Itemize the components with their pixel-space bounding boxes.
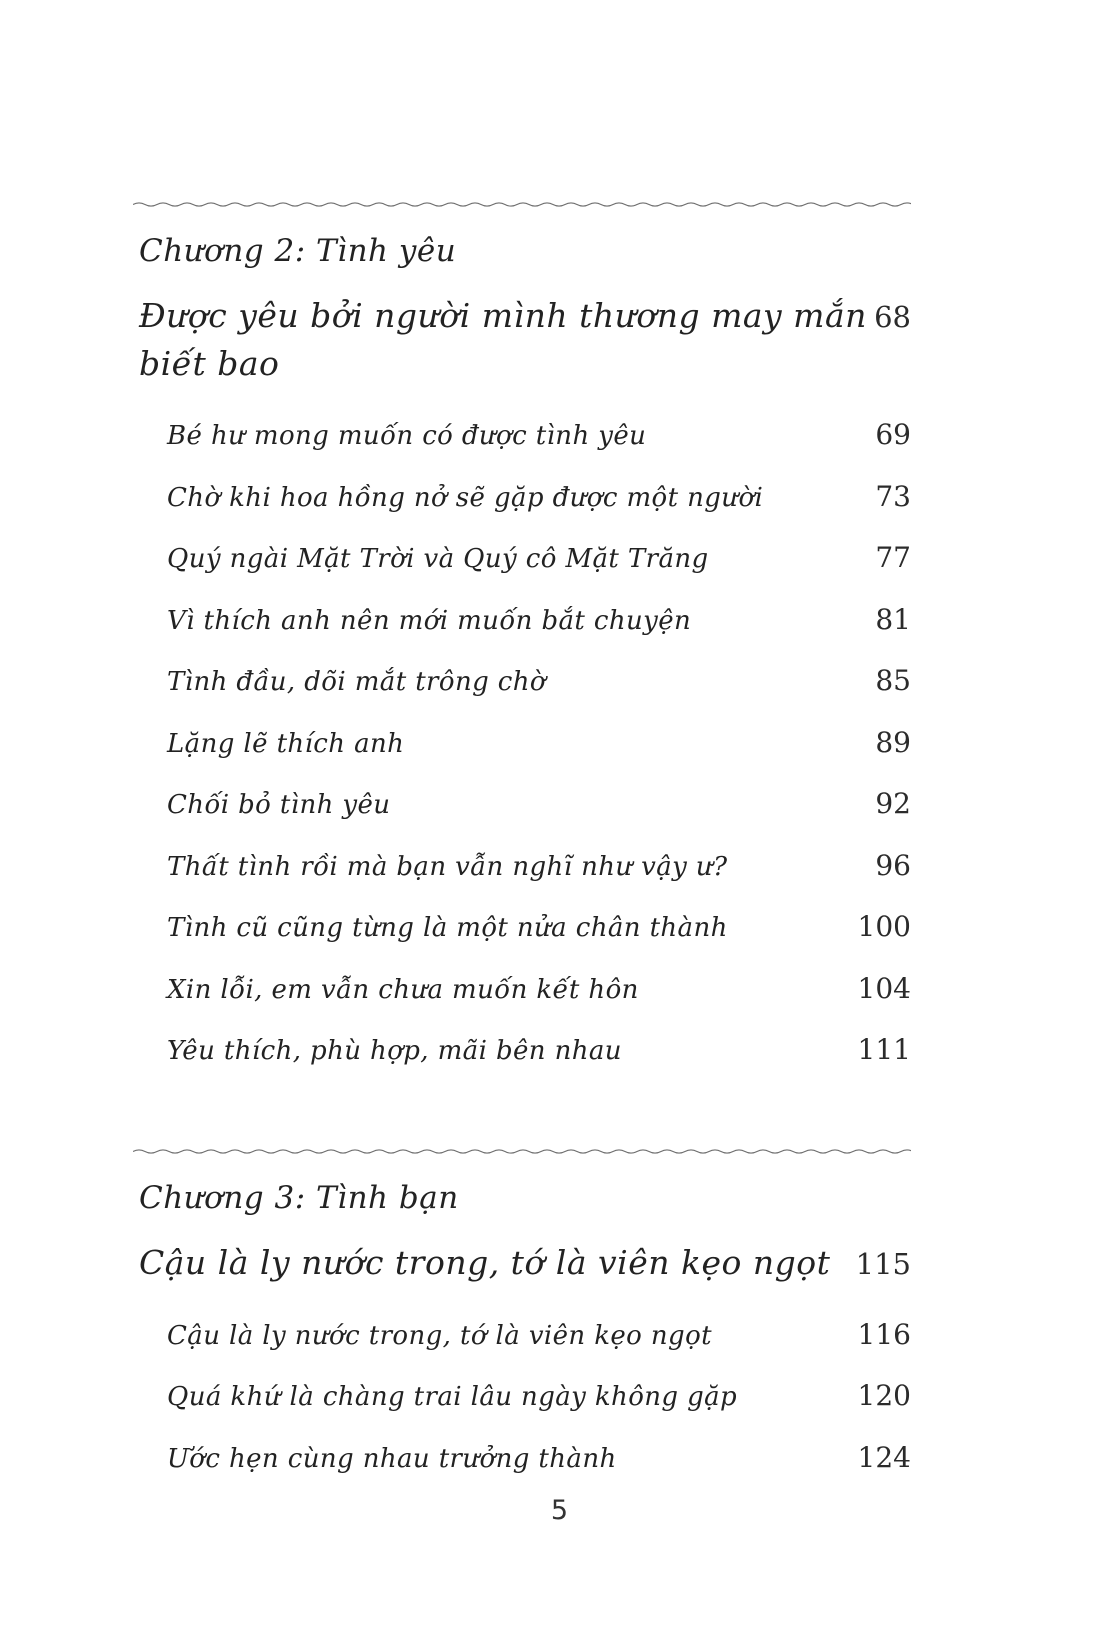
toc-entry-page-number: 81 — [875, 602, 911, 636]
toc-entry-label: Bé hư mong muốn có được tình yêu — [167, 421, 647, 451]
section-title-page-number: 68 — [874, 300, 911, 334]
toc-entry-label: Thất tình rồi mà bạn vẫn nghĩ như vậy ư? — [167, 851, 728, 882]
wavy-divider — [133, 1147, 911, 1155]
section-title-row — [139, 1239, 911, 1288]
toc-entry — [133, 404, 911, 466]
toc-entry-label: Yêu thích, phù hợp, mãi bên nhau — [167, 1036, 622, 1066]
toc-entry — [133, 1427, 911, 1489]
toc-entry-label: Vì thích anh nên mới muốn bắt chuyện — [167, 605, 692, 636]
toc-entry-label: Quá khứ là chàng trai lâu ngày không gặp — [167, 1382, 738, 1412]
toc-entry — [133, 650, 911, 712]
toc-entry-page-number: 89 — [875, 725, 911, 759]
toc-entry-page-number: 92 — [875, 787, 911, 820]
toc-entry-label: Xin lỗi, em vẫn chưa muốn kết hôn — [167, 974, 639, 1005]
toc-entry — [133, 466, 911, 528]
toc-entry-page-number: 85 — [875, 664, 911, 697]
toc-entry-page-number: 69 — [875, 418, 911, 451]
toc-entry-label: Lặng lẽ thích anh — [167, 728, 405, 759]
toc-entry-label: Chờ khi hoa hồng nở sẽ gặp được một người — [167, 482, 764, 513]
toc-entry-label: Quý ngài Mặt Trời và Quý cô Mặt Trăng — [167, 544, 709, 574]
toc-entry — [133, 773, 911, 835]
toc-entry-label: Tình đầu, dõi mắt trông chờ — [167, 667, 546, 697]
toc-entry-label: Tình cũ cũng từng là một nửa chân thành — [167, 913, 728, 943]
toc-entry-page-number: 111 — [857, 1033, 911, 1066]
toc-entry — [133, 1365, 911, 1427]
toc-entry-page-number: 124 — [857, 1440, 911, 1474]
section-title: Được yêu bởi người mình thương may mắn biết bao — [139, 296, 867, 383]
toc-entry-page-number: 104 — [857, 971, 911, 1005]
toc-entry-page-number: 96 — [875, 848, 911, 882]
toc-entry — [133, 589, 911, 651]
toc-entry — [133, 712, 911, 774]
chapter-3-section — [133, 1175, 911, 1489]
page-number: 5 — [550, 1495, 569, 1526]
toc-entry — [133, 896, 911, 958]
toc-entry-label: Cậu là ly nước trong, tớ là viên kẹo ngọt — [167, 1320, 712, 1351]
section-title: Cậu là ly nước trong, tớ là viên kẹo ngọt — [139, 1242, 831, 1282]
toc-page-content — [133, 0, 911, 1488]
toc-entry — [133, 1019, 911, 1081]
toc-entry-label: Chối bỏ tình yêu — [167, 790, 391, 820]
toc-entry-list — [133, 1304, 911, 1489]
toc-entry-label: Ước hẹn cùng nhau trưởng thành — [167, 1443, 617, 1474]
toc-entry-page-number: 100 — [857, 910, 911, 943]
toc-entry-page-number: 77 — [875, 541, 911, 574]
toc-entry-page-number: 116 — [857, 1317, 911, 1351]
toc-entry-page-number: 73 — [875, 479, 911, 513]
toc-entry-list — [133, 404, 911, 1081]
section-title-row — [139, 292, 911, 388]
toc-entry — [133, 527, 911, 589]
toc-entry — [133, 835, 911, 897]
wavy-divider — [133, 200, 911, 208]
chapter-heading: Chương 3: Tình bạn — [139, 1179, 459, 1216]
toc-entry — [133, 958, 911, 1020]
chapter-heading: Chương 2: Tình yêu — [139, 233, 457, 269]
chapter-2-section — [133, 228, 911, 1081]
toc-entry — [133, 1304, 911, 1366]
section-title-page-number: 115 — [855, 1246, 911, 1281]
toc-entry-page-number: 120 — [857, 1379, 911, 1412]
